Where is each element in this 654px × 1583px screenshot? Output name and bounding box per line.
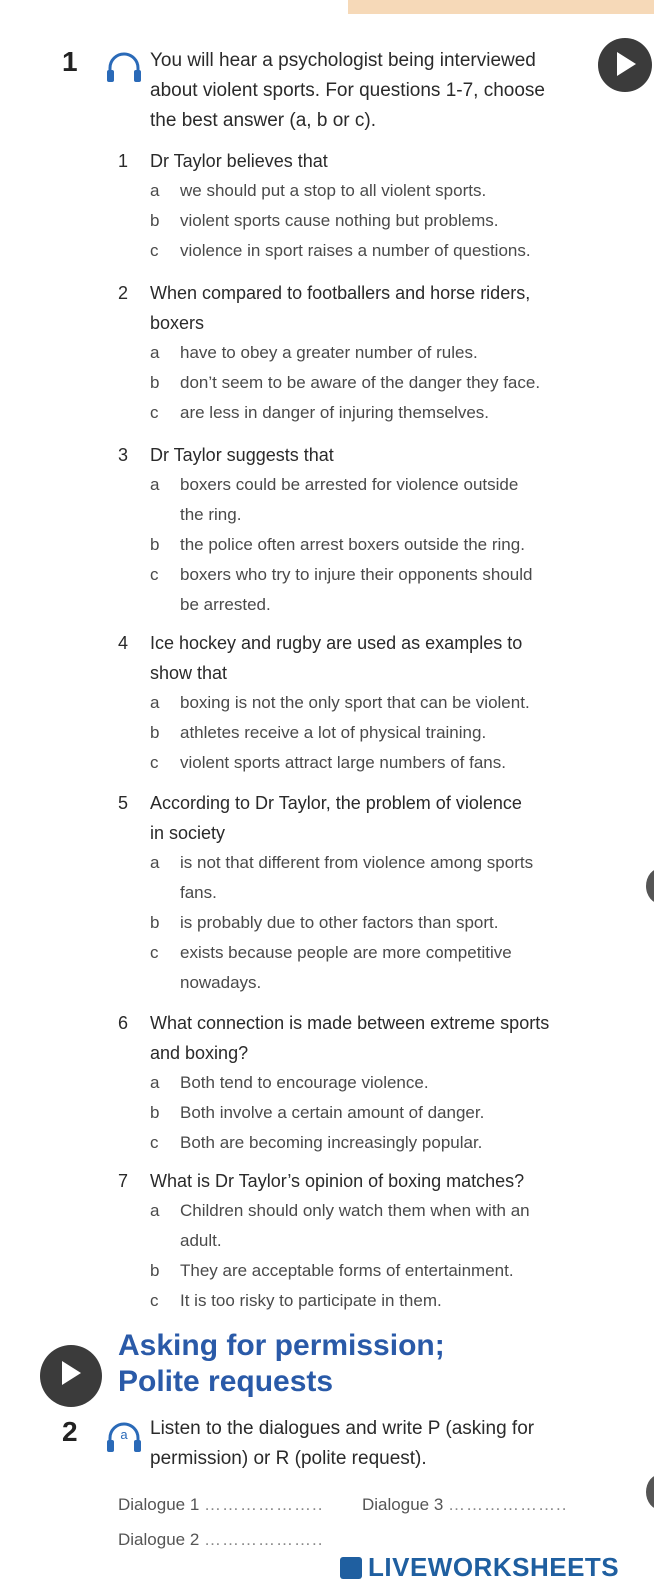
option-a[interactable] [150, 1068, 608, 1098]
question-text-line: in society [150, 823, 226, 843]
question-text-line: Dr Taylor suggests that [150, 445, 334, 465]
option-c[interactable] [150, 560, 608, 620]
option-text [180, 530, 608, 560]
intro-line: about violent sports. For questions 1-7, choose [150, 80, 546, 101]
exercise-1-number: 1 [62, 46, 78, 77]
option-c[interactable] [150, 748, 608, 778]
liveworksheets-logo-icon [340, 1557, 362, 1579]
question-5 [118, 788, 608, 848]
play-audio-button-section[interactable] [40, 1345, 102, 1407]
option-c[interactable] [150, 1286, 608, 1316]
option-text-line: They are acceptable forms of entertainment. [180, 1261, 514, 1280]
answer-blank[interactable]: ……………….. [204, 1530, 324, 1549]
option-letter: a [150, 181, 160, 200]
option-text-line: Both tend to encourage violence. [180, 1073, 429, 1092]
headphones-icon [104, 1420, 144, 1454]
option-text [180, 398, 608, 428]
option-text [180, 1068, 608, 1098]
option-text-line: have to obey a greater number of rules. [180, 343, 478, 362]
headphones-icon [104, 50, 144, 84]
option-text-line: is probably due to other factors than sport. [180, 913, 499, 932]
question-1 [118, 146, 608, 176]
option-text-line: the police often arrest boxers outside the ring. [180, 535, 525, 554]
option-text [180, 718, 608, 748]
question-text [150, 146, 608, 176]
option-letter: b [150, 211, 160, 230]
question-text [150, 788, 608, 848]
option-text [180, 470, 608, 530]
option-a[interactable] [150, 470, 608, 530]
header-banner [348, 0, 654, 14]
option-text [180, 338, 608, 368]
option-a[interactable] [150, 1196, 608, 1256]
intro-line: Listen to the dialogues and write P (asking for [150, 1418, 535, 1439]
option-letter: a [150, 1073, 160, 1092]
option-letter: c [150, 1133, 159, 1152]
option-text [180, 1196, 608, 1256]
liveworksheets-watermark: LIVEWORKSHEETS [368, 1552, 620, 1582]
dialogue-label: Dialogue 1 [118, 1495, 200, 1514]
question-text [150, 1166, 608, 1196]
option-a[interactable] [150, 848, 608, 908]
option-text [180, 176, 608, 206]
question-text-line: According to Dr Taylor, the problem of violence [150, 793, 522, 813]
question-text-line: show that [150, 663, 228, 683]
option-b[interactable] [150, 206, 608, 236]
question-number: 7 [118, 1171, 129, 1191]
option-text [180, 368, 608, 398]
option-text-line: boxers could be arrested for violence outside [180, 475, 519, 494]
exercise-1-instructions [150, 46, 600, 136]
option-text-line: Both are becoming increasingly popular. [180, 1133, 483, 1152]
option-text-line: don’t seem to be aware of the danger they face. [180, 373, 541, 392]
option-letter: c [150, 1291, 159, 1310]
option-a[interactable] [150, 338, 608, 368]
option-a[interactable] [150, 688, 608, 718]
section-heading-line: Polite requests [118, 1365, 334, 1398]
side-tab[interactable] [646, 1474, 654, 1510]
option-text-line: are less in danger of injuring themselves. [180, 403, 489, 422]
option-letter: a [150, 853, 160, 872]
option-text [180, 748, 608, 778]
question-2 [118, 278, 608, 338]
option-text [180, 848, 608, 908]
intro-line: You will hear a psychologist being interviewed [150, 50, 536, 71]
question-7 [118, 1166, 608, 1196]
option-text-line: Children should only watch them when with an [180, 1201, 530, 1220]
question-text-line: and boxing? [150, 1043, 249, 1063]
question-number: 1 [118, 151, 129, 171]
option-letter: b [150, 1103, 160, 1122]
dialogue-1 [118, 1495, 323, 1515]
question-text [150, 628, 608, 688]
option-text-line: nowadays. [180, 973, 262, 992]
option-c[interactable] [150, 938, 608, 998]
option-letter: c [150, 403, 159, 422]
exercise-2-number: 2 [62, 1416, 78, 1447]
section-heading-line: Asking for permission; [118, 1329, 445, 1362]
question-4 [118, 628, 608, 688]
question-text-line: What is Dr Taylor’s opinion of boxing matches? [150, 1171, 525, 1191]
option-text-line: boxing is not the only sport that can be violent. [180, 693, 530, 712]
section-heading [118, 1328, 445, 1400]
question-6 [118, 1008, 608, 1068]
option-b[interactable] [150, 368, 608, 398]
option-c[interactable] [150, 398, 608, 428]
dialogue-label: Dialogue 2 [118, 1530, 200, 1549]
play-audio-button[interactable] [598, 38, 652, 92]
option-letter: c [150, 565, 159, 584]
option-letter: a [150, 343, 160, 362]
option-text-line: It is too risky to participate in them. [180, 1291, 442, 1310]
dialogue-2 [118, 1530, 323, 1550]
option-letter: a [150, 693, 160, 712]
option-text-line: Both involve a certain amount of danger. [180, 1103, 485, 1122]
side-tab[interactable] [646, 868, 654, 904]
question-text-line: Ice hockey and rugby are used as examples to [150, 633, 523, 653]
question-text [150, 1008, 608, 1068]
option-text-line: violent sports attract large numbers of fans. [180, 753, 506, 772]
question-text-line: What connection is made between extreme sports [150, 1013, 550, 1033]
question-number: 4 [118, 633, 129, 653]
intro-line: permission) or R (polite request). [150, 1448, 427, 1469]
question-number: 2 [118, 283, 129, 303]
option-b[interactable] [150, 530, 608, 560]
option-text [180, 1098, 608, 1128]
question-text [150, 440, 608, 470]
option-a[interactable] [150, 176, 608, 206]
option-letter: b [150, 1261, 160, 1280]
option-text [180, 1286, 608, 1316]
option-c[interactable] [150, 1128, 608, 1158]
option-letter: b [150, 913, 160, 932]
option-text [180, 1256, 608, 1286]
option-letter: c [150, 753, 159, 772]
option-text [180, 560, 608, 620]
option-text-line: athletes receive a lot of physical training. [180, 723, 487, 742]
svg-text:a: a [120, 1427, 128, 1442]
option-b[interactable] [150, 1098, 608, 1128]
question-number: 3 [118, 445, 129, 465]
option-text-line: fans. [180, 883, 217, 902]
question-number: 6 [118, 1013, 129, 1033]
option-text [180, 1128, 608, 1158]
option-letter: b [150, 723, 160, 742]
option-text [180, 206, 608, 236]
option-b[interactable] [150, 908, 608, 938]
question-text-line: Dr Taylor believes that [150, 151, 328, 171]
intro-line: the best answer (a, b or c). [150, 110, 376, 131]
option-text-line: the ring. [180, 505, 242, 524]
option-text-line: violent sports cause nothing but problems. [180, 211, 499, 230]
question-text [150, 278, 608, 338]
option-text-line: exists because people are more competitive [180, 943, 512, 962]
question-3 [118, 440, 608, 470]
option-letter: b [150, 535, 160, 554]
question-text-line: When compared to footballers and horse riders, [150, 283, 531, 303]
option-text-line: violence in sport raises a number of questions. [180, 241, 531, 260]
option-letter: b [150, 373, 160, 392]
option-text [180, 688, 608, 718]
option-c[interactable] [150, 236, 608, 266]
question-number: 5 [118, 793, 129, 813]
option-text [180, 236, 608, 266]
dialogue-label: Dialogue 3 [362, 1495, 444, 1514]
option-letter: a [150, 475, 160, 494]
option-text [180, 938, 608, 998]
option-letter: c [150, 241, 159, 260]
option-text-line: we should put a stop to all violent sports. [180, 181, 487, 200]
answer-blank[interactable]: ……………….. [204, 1495, 324, 1514]
option-letter: a [150, 1201, 160, 1220]
option-text-line: adult. [180, 1231, 222, 1250]
exercise-2-instructions [150, 1414, 610, 1474]
option-b[interactable] [150, 718, 608, 748]
option-text-line: boxers who try to injure their opponents should [180, 565, 533, 584]
dialogue-3 [362, 1495, 567, 1515]
option-text-line: be arrested. [180, 595, 271, 614]
question-text-line: boxers [150, 313, 205, 333]
option-letter: c [150, 943, 159, 962]
option-text-line: is not that different from violence among sports [180, 853, 534, 872]
answer-blank[interactable]: ……………….. [448, 1495, 568, 1514]
option-b[interactable] [150, 1256, 608, 1286]
option-text [180, 908, 608, 938]
